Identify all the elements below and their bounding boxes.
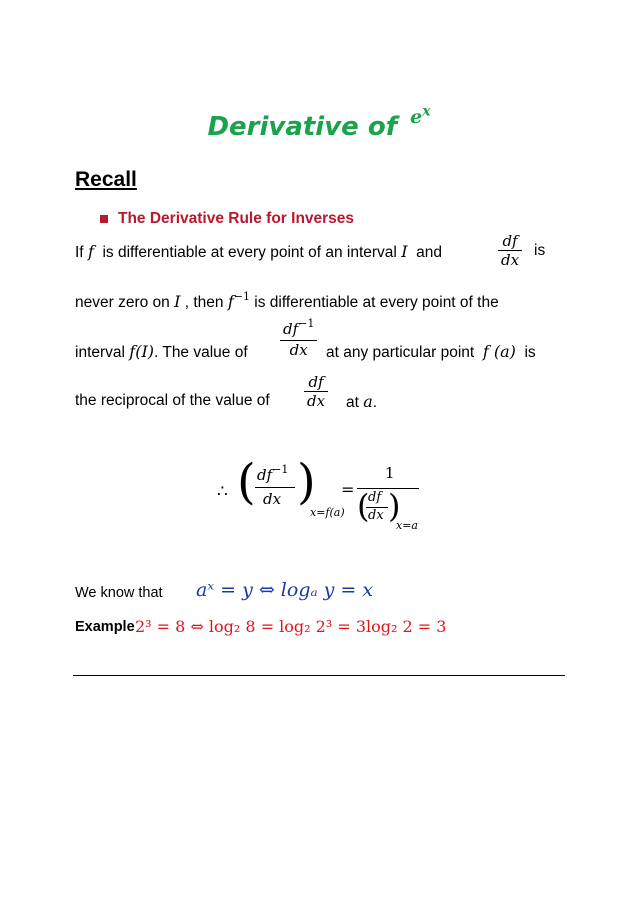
text-reciprocal: the reciprocal of the value of: [75, 392, 270, 409]
title-exponent-var: x: [422, 103, 431, 120]
formula-num-bot: dx: [263, 490, 282, 508]
text-is-2: is: [524, 344, 536, 361]
text-then: , then: [184, 294, 224, 311]
example-equation: 2³ = 8 ⇔ log₂ 8 = log₂ 2³ = 3log₂ 2 = 3: [135, 617, 447, 636]
fraction-df-dx-2: $\frac{df}{dx}$: [300, 373, 332, 410]
formula-den-bot: dx: [368, 508, 384, 523]
text-is: is: [534, 242, 546, 259]
text-interval: interval: [75, 344, 125, 361]
formula-equals: =: [341, 480, 355, 499]
text-particular-point: at any particular point: [326, 344, 475, 361]
text-never-zero: never zero on: [75, 294, 170, 311]
paragraph-line-4b: at a.: [346, 392, 378, 411]
fraction-dfinv-dx: $\frac{df^{-1}}{dx}$: [276, 320, 321, 359]
formula-den-top: df: [368, 490, 382, 505]
fraction-df-dx-1: $\frac{df}{dx}$: [494, 232, 526, 269]
right-paren: ): [297, 454, 316, 510]
left-paren: (: [237, 454, 256, 510]
formula-eval-left: x=f(a): [310, 506, 345, 519]
inverse-derivative-formula: [215, 452, 455, 542]
var-I-2: I: [174, 292, 181, 311]
paragraph-line-4: [75, 392, 270, 410]
page-title: [0, 103, 638, 142]
paragraph-line-1: [75, 242, 442, 262]
text-at: at: [346, 394, 359, 411]
var-I: I: [401, 242, 408, 261]
formula-one: 1: [385, 464, 395, 482]
recall-heading: Recall: [75, 168, 137, 191]
var-fI: f(I): [129, 342, 155, 361]
paragraph-line-3b: [326, 342, 536, 362]
paragraph-line-2: [75, 292, 499, 312]
text-if: If: [75, 244, 84, 261]
therefore-symbol: ∴: [217, 482, 228, 502]
bullet-item: [100, 210, 354, 228]
den-left-paren: (: [357, 487, 370, 525]
log-identity: aˣ = y ⇔ logₐ y = x: [196, 579, 374, 601]
inverse-exponent: −1: [233, 290, 250, 303]
text-and: and: [416, 244, 443, 261]
text-differentiable: is differentiable at every point of an interval: [102, 244, 397, 261]
var-f: f: [87, 242, 94, 261]
paragraph-line-3: [75, 342, 248, 362]
formula-eval-right: x=a: [396, 519, 418, 532]
know-label: We know that: [75, 585, 163, 601]
var-fa: f (a): [482, 342, 516, 361]
text-differentiable-2: is differentiable at every point of the: [254, 294, 499, 311]
bullet-text: The Derivative Rule for Inverses: [118, 210, 355, 227]
square-bullet-icon: [100, 215, 108, 223]
title-text: Derivative of: [207, 112, 398, 142]
title-exponent-base: ex: [410, 103, 431, 128]
formula-frac-bar-left: [255, 487, 295, 488]
example-label: Example: [75, 619, 135, 635]
var-a: a: [363, 392, 373, 411]
horizontal-divider: [73, 675, 565, 676]
formula-num-top: $df^{-1}$: [257, 463, 289, 484]
var-f-inv: f: [227, 292, 234, 311]
den-right-paren: ): [388, 487, 401, 525]
text-value-of: . The value of: [154, 344, 248, 361]
